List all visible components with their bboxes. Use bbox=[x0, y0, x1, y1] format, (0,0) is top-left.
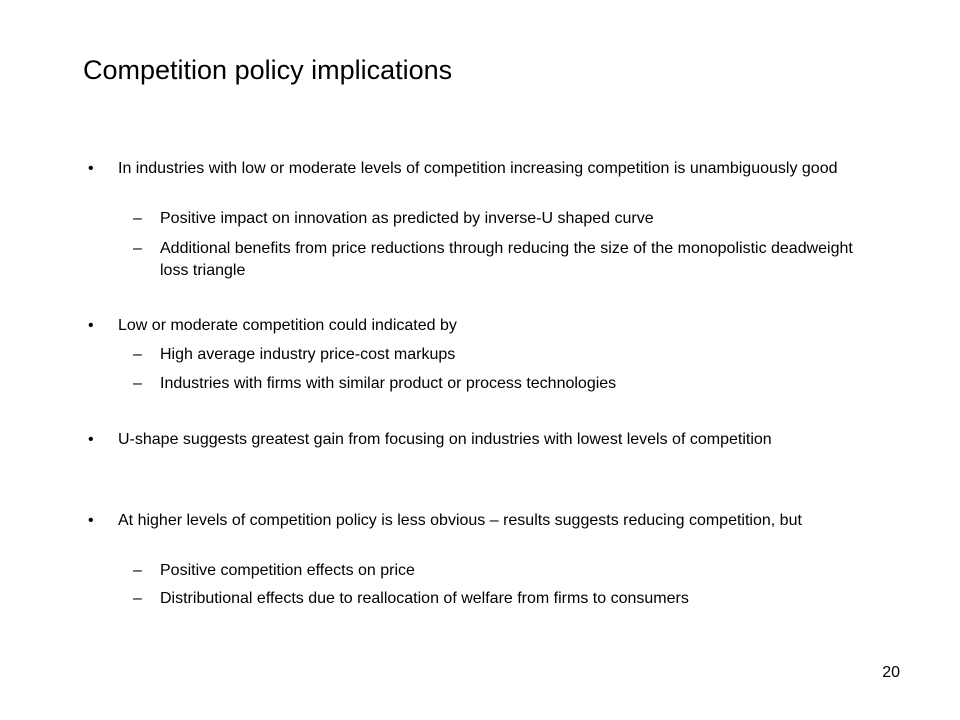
bullet-text: At higher levels of competition policy is less obvious – results suggests reducing competition, but bbox=[118, 512, 802, 529]
sub-bullet-marker: – bbox=[133, 375, 142, 392]
bullet-marker: • bbox=[88, 512, 94, 529]
page-number: 20 bbox=[882, 664, 900, 681]
slide-title: Competition policy implications bbox=[83, 55, 453, 85]
sub-bullet-marker: – bbox=[133, 562, 142, 579]
sub-bullet-item bbox=[133, 208, 878, 230]
sub-bullet-text: Positive competition effects on price bbox=[160, 562, 415, 579]
bullet-item bbox=[88, 429, 878, 451]
bullet-item bbox=[88, 510, 878, 532]
sub-bullet-item bbox=[133, 560, 878, 582]
sub-bullet-marker: – bbox=[133, 210, 142, 227]
sub-bullet-marker: – bbox=[133, 240, 142, 257]
bullet-item bbox=[88, 158, 878, 180]
bullet-marker: • bbox=[88, 431, 94, 448]
sub-bullet-item bbox=[133, 344, 878, 366]
sub-bullet-item bbox=[133, 373, 878, 395]
sub-bullet-text: High average industry price-cost markups bbox=[160, 346, 456, 363]
bullet-marker: • bbox=[88, 160, 94, 177]
sub-bullet-marker: – bbox=[133, 590, 142, 607]
sub-bullet-text: Additional benefits from price reductions through reducing the size of the monopolistic deadweight loss triangle bbox=[160, 240, 853, 279]
bullet-text: In industries with low or moderate levels of competition increasing competition is unambiguously good bbox=[118, 160, 838, 177]
sub-bullet-marker: – bbox=[133, 346, 142, 363]
sub-bullet-text: Industries with firms with similar product or process technologies bbox=[160, 375, 617, 392]
sub-bullet-text: Distributional effects due to reallocation of welfare from firms to consumers bbox=[160, 590, 689, 607]
sub-bullet-item bbox=[133, 238, 878, 282]
sub-bullet-item bbox=[133, 588, 878, 610]
sub-bullet-text: Positive impact on innovation as predicted by inverse-U shaped curve bbox=[160, 210, 654, 227]
bullet-text: Low or moderate competition could indicated by bbox=[118, 317, 457, 334]
bullet-text: U-shape suggests greatest gain from focusing on industries with lowest levels of competition bbox=[118, 431, 772, 448]
bullet-marker: • bbox=[88, 317, 94, 334]
bullet-item bbox=[88, 315, 878, 337]
